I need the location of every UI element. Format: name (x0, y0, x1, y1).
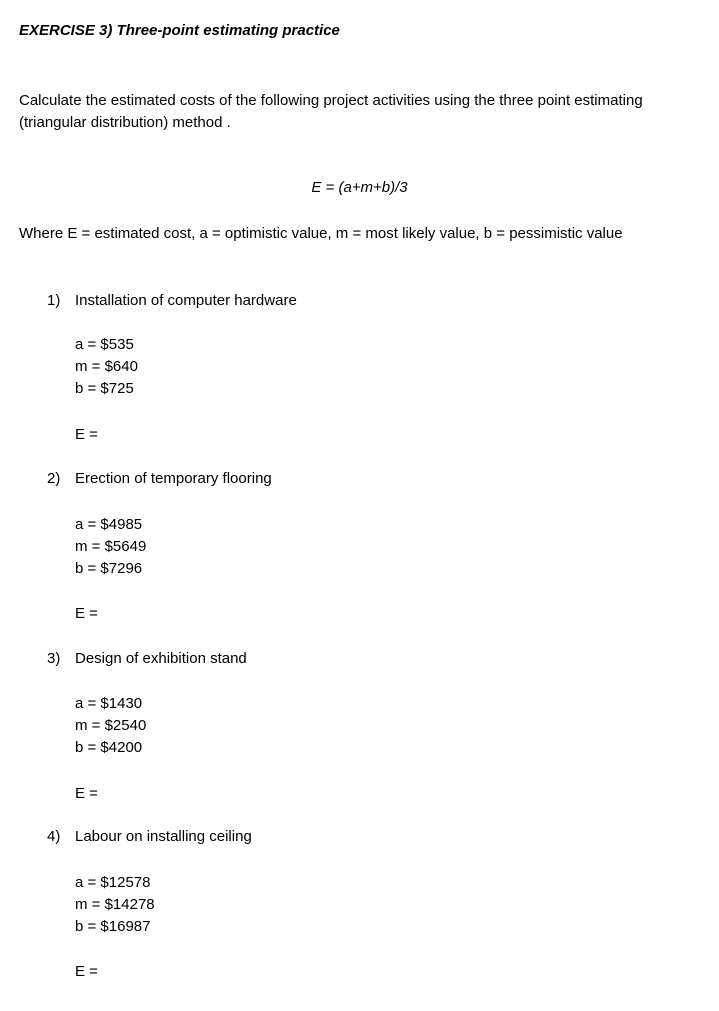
activity-3-number: 3) (47, 650, 61, 667)
activity-3-pessimistic: b = $4200 (75, 739, 143, 756)
activity-2-most-likely: m = $5649 (75, 538, 147, 555)
activity-1-number: 1) (47, 292, 61, 309)
activity-3-most-likely: m = $2540 (75, 717, 147, 734)
intro-paragraph: Calculate the estimated costs of the following project activities using the three point estimating (triangular distribution) method . (19, 92, 643, 131)
activity-3-optimistic: a = $1430 (75, 695, 143, 712)
activity-2-optimistic: a = $4985 (75, 516, 143, 533)
activity-1-estimate: E = (75, 426, 98, 443)
activity-4-label: Labour on installing ceiling (75, 828, 252, 845)
activity-4-estimate: E = (75, 963, 98, 980)
activity-4-number: 4) (47, 828, 61, 845)
activity-2-number: 2) (47, 470, 61, 487)
activity-1-optimistic: a = $535 (75, 336, 134, 353)
activity-3-estimate: E = (75, 785, 98, 802)
page-title: EXERCISE 3) Three-point estimating practice (19, 22, 340, 39)
activity-4-pessimistic: b = $16987 (75, 918, 151, 935)
formula: E = (a+m+b)/3 (311, 179, 408, 196)
activity-4-optimistic: a = $12578 (75, 874, 151, 891)
activity-1-label: Installation of computer hardware (75, 292, 297, 309)
activity-1-pessimistic: b = $725 (75, 380, 134, 397)
activity-3-label: Design of exhibition stand (75, 650, 247, 667)
activity-2-pessimistic: b = $7296 (75, 560, 143, 577)
activity-2-label: Erection of temporary flooring (75, 470, 272, 487)
activity-1-most-likely: m = $640 (75, 358, 138, 375)
activity-4-most-likely: m = $14278 (75, 896, 155, 913)
activity-2-estimate: E = (75, 605, 98, 622)
variable-definitions: Where E = estimated cost, a = optimistic value, m = most likely value, b = pessimistic value (19, 225, 623, 242)
